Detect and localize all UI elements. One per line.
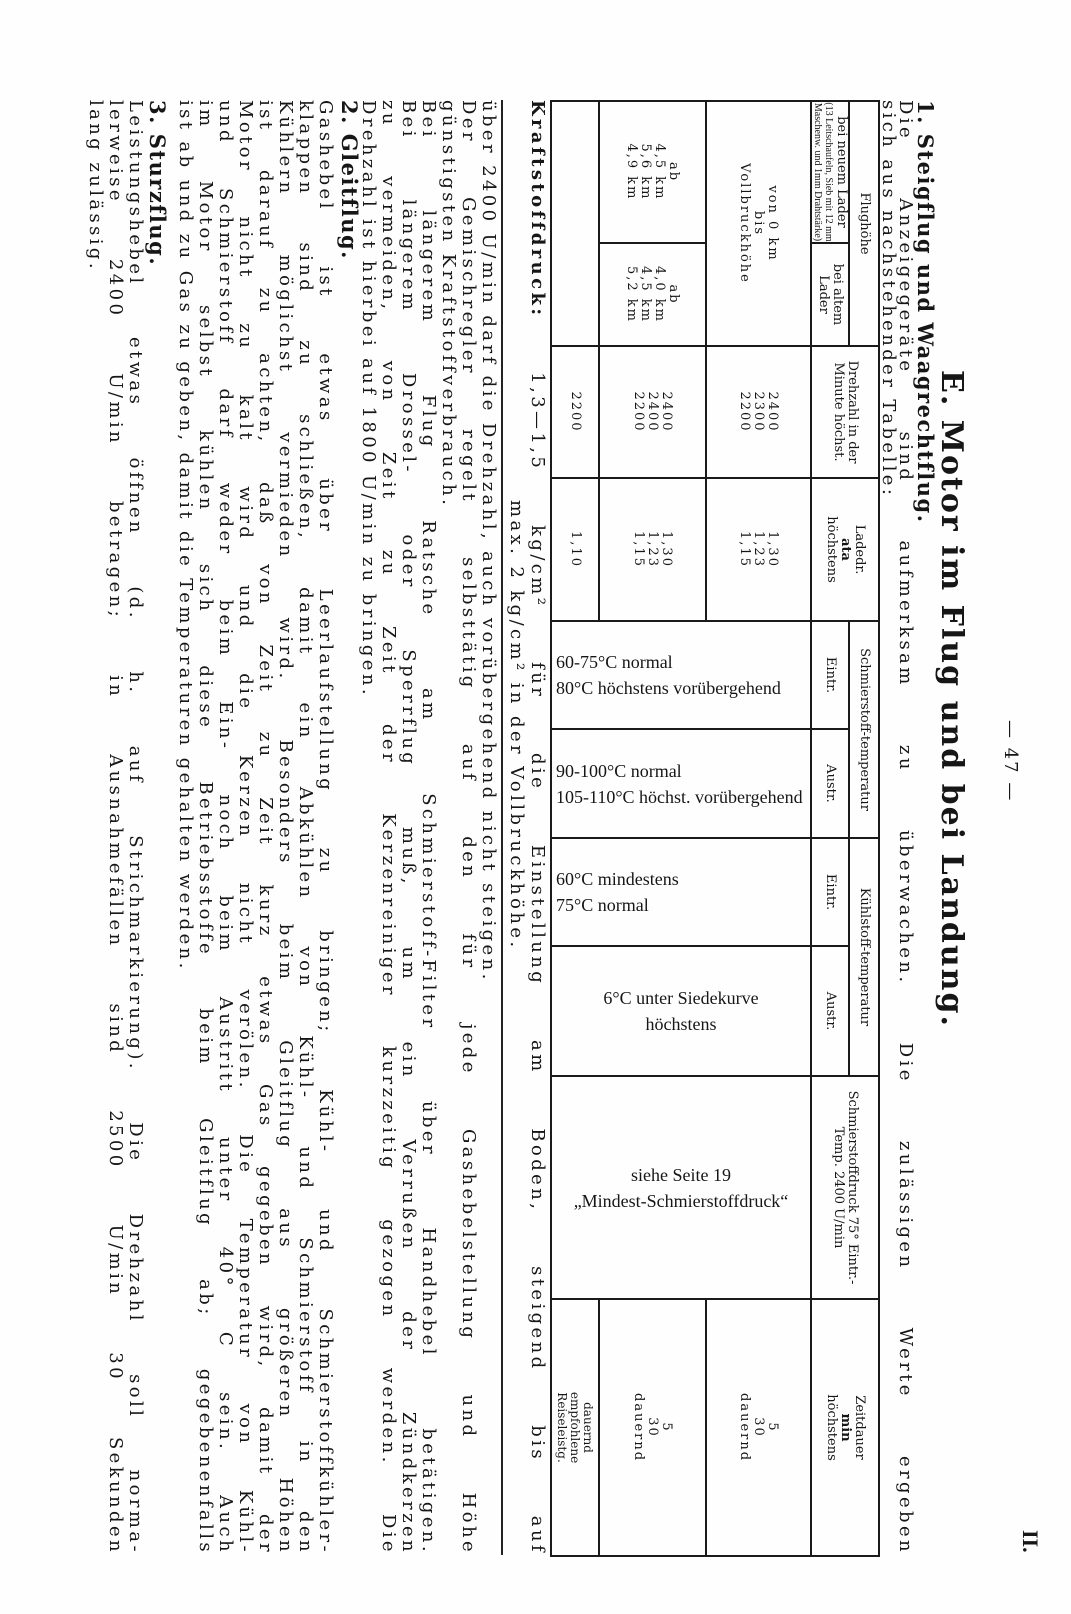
paragraph-line: Der Gemischregler regelt selbsttätig auf den für jede Gashebelstellung und Höhe [458, 100, 479, 1555]
paragraph-line: lang zulässig. [85, 100, 106, 272]
cell-kuehl-austr [551, 946, 811, 1076]
header-schmierdruck: Schmierstoffdruck 75° Eintr.-Temp. 2400 U/min [811, 1076, 879, 1299]
header-neu-label: bei neuem Lader [834, 116, 849, 228]
cell-ladedruck: 1,10 [551, 478, 599, 621]
table-row [706, 101, 811, 1556]
chapter-title: E. Motor im Flug und bei Landung. [934, 370, 969, 1028]
paragraph-line: im Motor selbst kühlen sich diese Betriebsstoffe beim Gleitflug ab; gegebenenfalls [195, 100, 216, 1555]
cell-schmier-eintr [551, 621, 811, 729]
header-schmierstoff: Schmierstoff-temperatur [849, 621, 879, 838]
header-zeitdauer-unit: min [838, 1413, 853, 1442]
header-zeitdauer-label: Zeitdauer [852, 1395, 867, 1460]
kraftstoffdruck-max: max. 2 kg/cm² in der Vollbruckhöhe. [506, 500, 527, 951]
header-zeitdauer [811, 1299, 879, 1556]
header-ladedruck-sub: höchstens [824, 516, 839, 583]
cell-neuer-lader: ab 4,5 km 5,6 km 4,9 km [599, 101, 706, 243]
cell-alter-lader: ab 4,0 km 4,5 km 5,2 km [599, 243, 706, 346]
paragraph-line: Drehzahl ist hierbei auf 1800 U/min zu bringen. [358, 100, 379, 698]
kraftstoffdruck-label: Kraftstoffdruck: [527, 100, 548, 319]
section-1-heading: 1. Steigflug und Waagrechtflug. [913, 100, 938, 524]
cell-flughoehe: von 0 km bis Vollbruckhöhe [706, 101, 811, 346]
paragraph-line: und Schmierstoff darf weder beim Ein- noch beim Austritt unter 40° C sein. Auch [215, 100, 236, 1555]
section-2-heading: 2. Gleitflug. [337, 100, 362, 260]
page-number: — 47 — [1000, 720, 1021, 803]
stamp-schmier-eintr: 60-75°C normal 80°C höchstens vorübergehend [556, 652, 781, 699]
paragraph-line: Bei längerem Flug Ratsche am Schmierstoff-Filter über Handhebel betätigen. [418, 100, 439, 1555]
header-drehzahl-label: Drehzahl in der Minute höchst. [831, 360, 860, 464]
paragraph-line: Motor nicht zu kalt wird und die Kerzen nicht verölen. Die Temperatur von Kühl- [235, 100, 256, 1555]
paragraph-line: lerweise 2400 U/min betragen; in Ausnahmefällen sind 2500 U/min 30 Sekunden [105, 100, 126, 1555]
header-ladedruck-unit: ata [838, 538, 853, 561]
header-kuehlstoff: Kühlstoff-temperatur [849, 838, 879, 1076]
sheet-mark: II. [1018, 1530, 1043, 1553]
paragraph-line: Bei längerem Drossel- oder Sperrflug muß, um ein Verrußen der Zündkerzen [398, 100, 419, 1555]
cell-zeitdauer: 5 30 dauernd [706, 1299, 811, 1556]
stamp-schmierdruck: siehe Seite 19 „Mindest-Schmierstoffdruck“ [573, 1164, 789, 1211]
paragraph-line: Gashebel ist etwas über Leerlaufstellung zu bringen; Kühl- und Schmierstoffkühler- [315, 100, 336, 1555]
cell-drehzahl: 2400 2400 2200 [599, 346, 706, 478]
stamp-schmier-austr: 90-100°C normal 105-110°C höchst. vorübergehend [556, 760, 803, 807]
header-neuer-lader [811, 101, 849, 243]
paragraph-line: günstigsten Kraftstoffverbrauch. [438, 100, 459, 509]
paragraph-line: zu vermeiden, von Zeit zu Zeit der Kerzenreiniger kurzzeitig gezogen werden. Die [378, 100, 399, 1555]
header-neu-note: (13 Leitschaufeln, Sieb mit 12 mm Maschenw. und 1mm Drahtstärke) [812, 102, 834, 242]
header-ladedruck [811, 478, 879, 621]
paragraph-line: Leistungshebel etwas öffnen (d. h. auf Strichmarkierung). Die Drehzahl soll norma- [125, 100, 146, 1555]
section-3-heading: 3. Sturzflug. [145, 100, 170, 267]
paragraph-line: ist darauf zu achten, daß von Zeit zu Zeit kurz etwas Gas gegeben wird, damit der [255, 100, 276, 1555]
header-kuehl-eintr: Eintr. [811, 838, 849, 946]
paragraph-line: über 2400 U/min darf die Drehzahl, auch vorübergehend nicht steigen. [478, 100, 499, 983]
cell-drehzahl: 2400 2300 2200 [706, 346, 811, 478]
stamp-kuehl-austr: 6°C unter Siedekurve höchstens [603, 988, 759, 1035]
header-schmier-eintr: Eintr. [811, 621, 849, 729]
cell-zeitdauer: 5 30 dauernd [599, 1299, 706, 1556]
cell-ladedruck: 1,30 1,23 1,15 [706, 478, 811, 621]
cell-zeitdauer: dauernd empfohlene Reiseleistg. [551, 1299, 599, 1556]
stamp-kuehl-eintr: 60°C mindestens 75°C normal [556, 869, 679, 916]
intro-line: sich aus nachstehender Tabelle: [878, 100, 899, 499]
header-kuehl-austr: Austr. [811, 946, 849, 1076]
kraftstoffdruck-value: 1,3—1,5 kg/cm² für die Einstellung am Boden, steigend bis auf [527, 372, 548, 1555]
cell-kuehl-eintr [551, 838, 811, 946]
header-drehzahl [811, 346, 879, 478]
header-schmier-austr: Austr. [811, 729, 849, 838]
paragraph-line: ist ab und zu Gas zu geben, damit die Temperaturen gehalten werden. [175, 100, 196, 972]
cell-schmier-austr [551, 729, 811, 838]
divider [501, 100, 503, 1555]
intro-line: Die Anzeigegeräte sind aufmerksam zu überwachen. Die zulässigen Werte ergeben [895, 100, 916, 1555]
cell-flughoehe [551, 101, 599, 346]
kraftstoffdruck-line [527, 100, 547, 1555]
header-ladedruck-label: Ladedr. [852, 524, 867, 575]
cell-schmierdruck [551, 1076, 811, 1299]
paragraph-line: Kühlern möglichst vermieden wird. Besonders beim Gleitflug aus größeren Höhen [275, 100, 296, 1555]
paragraph-line: klappen sind zu schließen, damit ein Abkühlen von Kühl- und Schmierstoff in den [295, 100, 316, 1555]
header-flughoehe: Flughöhe [849, 101, 879, 346]
header-zeitdauer-sub: höchstens [824, 1394, 839, 1461]
engine-limits-table [550, 100, 880, 1557]
header-alter-lader: bei altem Lader [811, 243, 849, 346]
cell-drehzahl: 2200 [551, 346, 599, 478]
cell-ladedruck: 1,30 1,23 1,15 [599, 478, 706, 621]
